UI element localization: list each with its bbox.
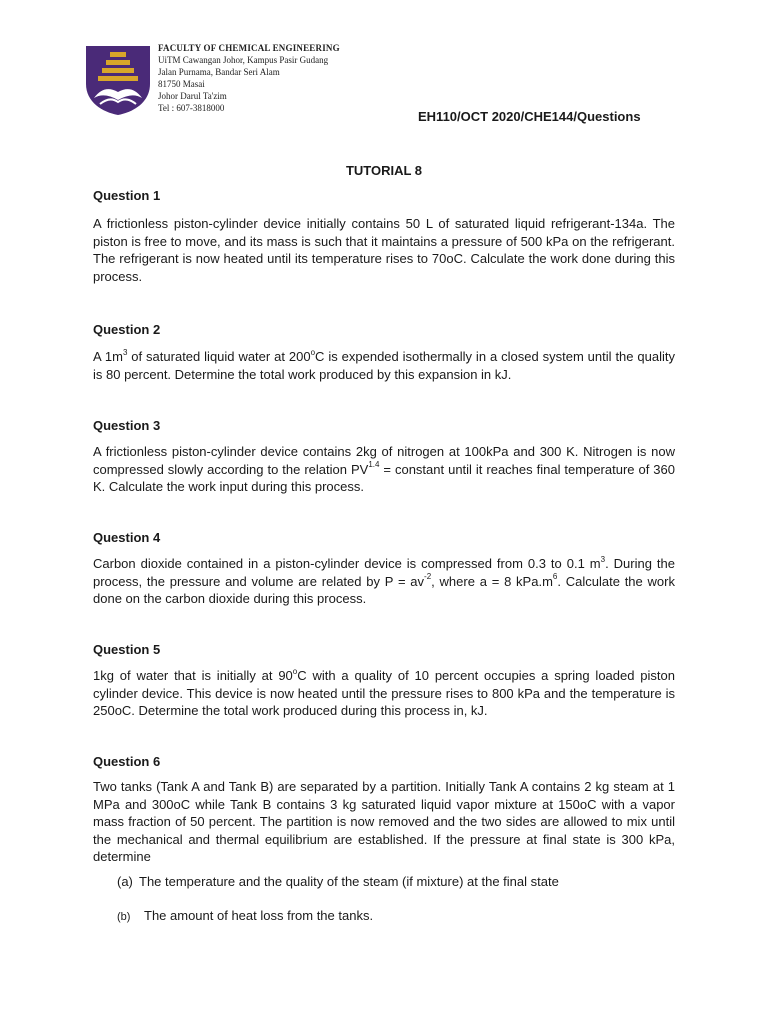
question-6-part-a <box>117 874 559 889</box>
address-line: 81750 Masai <box>158 79 205 89</box>
part-text: The temperature and the quality of the steam (if mixture) at the final state <box>139 874 559 889</box>
question-3-text: A frictionless piston-cylinder device contains 2kg of nitrogen at 100kPa and 300 K. Nitrogen is now compressed slowly according to the relation $PV^{1.4}$ = constant until it reaches final temperature of 360 K. Calculate the work input during this process. <box>93 444 676 494</box>
part-label: (a) <box>117 874 133 889</box>
uitm-logo-icon <box>84 44 152 116</box>
question-6-part-b <box>117 908 373 923</box>
question-5-heading: Question 5 <box>93 642 161 657</box>
document-reference: EH110/OCT 2020/CHE144/Questions <box>418 109 641 124</box>
question-2-text: A $1m^3$ of saturated liquid water at 200$^o$C is expended isothermally in a closed system until the quality is 80 percent. Determine the total work produced by this expansion in kJ. <box>93 347 676 382</box>
address-line: UiTM Cawangan Johor, Kampus Pasir Gudang <box>158 55 329 65</box>
address-line: Tel : 607-3818000 <box>158 103 225 113</box>
question-2-heading: Question 2 <box>93 322 161 337</box>
address-line: Jalan Purnama, Bandar Seri Alam <box>158 67 280 77</box>
address-line: Johor Darul Ta'zim <box>158 91 227 101</box>
question-1-text: A frictionless piston-cylinder device initially contains 50 L of saturated liquid refrigerant-134a. The piston is free to move, and its mass is such that it maintains a pressure of 500 kPa on the refrigerant. The refrigerant is now heated until its temperature rises to 70oC. Calculate the work done during this process. <box>93 216 675 284</box>
question-3-heading: Question 3 <box>93 418 161 433</box>
part-text: The amount of heat loss from the tanks. <box>144 908 374 923</box>
question-6-text: Two tanks (Tank A and Tank B) are separated by a partition. Initially Tank A contains 2 kg steam at 1 MPa and 300oC while Tank B contains 3 kg saturated liquid vapor mixture at 150oC with a vapor mass fraction of 50 percent. The partition is now removed and the two sides are allowed to mix until the mechanical and thermal equilibrium are established. If the pressure at final state is 300 kPa, determine <box>93 779 675 864</box>
question-6-heading: Question 6 <box>93 754 161 769</box>
question-1-heading: Question 1 <box>93 188 161 203</box>
faculty-name: FACULTY OF CHEMICAL ENGINEERING <box>158 43 340 53</box>
question-4-text: Carbon dioxide contained in a piston-cylinder device is compressed from 0.3 to 0.1 $m^3$. During the process, the pressure and volume are related by $P = av^{-2}$, where a = 8 $kPa.m^6$. Calculate the work done on the carbon dioxide during this process. <box>93 554 676 606</box>
part-label: (b) <box>117 911 131 923</box>
question-5-text: 1kg of water that is initially at 90$^o$C with a quality of 10 percent occupies a spring loaded piston cylinder device. This device is now heated until the pressure rises to 800 kPa and the temperature is 250oC. Determine the total work produced during this process in, kJ. <box>93 666 675 718</box>
faculty-address-block <box>158 42 340 114</box>
page-title: TUTORIAL 8 <box>345 163 423 178</box>
question-4-heading: Question 4 <box>93 530 161 545</box>
